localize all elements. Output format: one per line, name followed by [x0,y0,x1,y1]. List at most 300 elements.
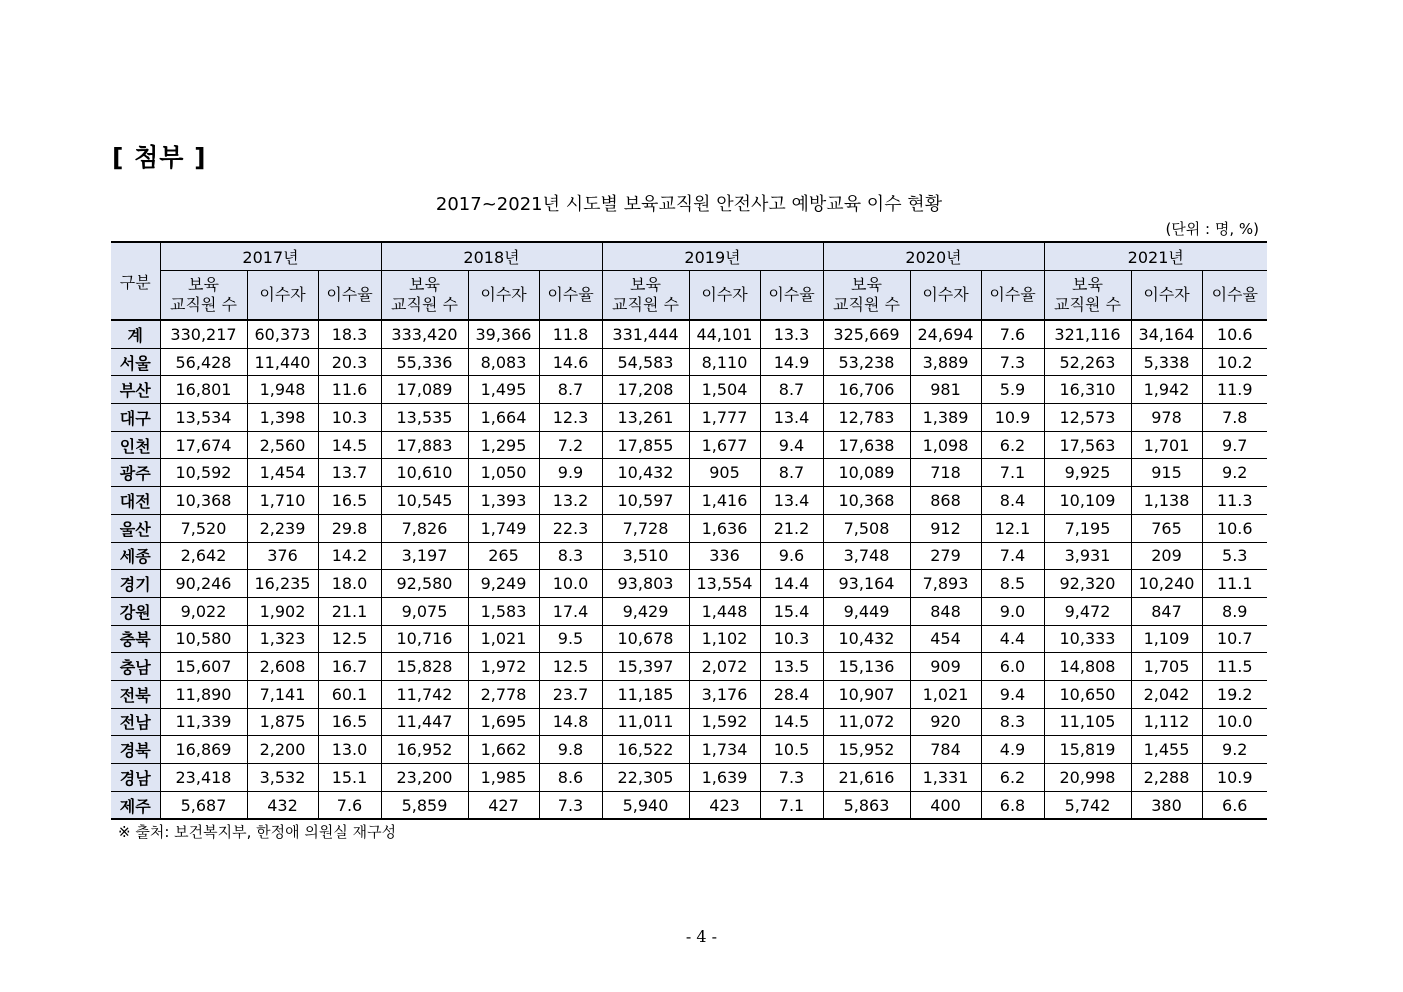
region-cell: 대전 [111,487,160,515]
completed-cell: 868 [910,487,981,515]
staff-count-cell: 55,336 [381,348,468,376]
completed-cell: 1,323 [247,625,318,653]
staff-count-header [1044,271,1131,321]
table-row [111,680,1267,708]
rate-cell: 12.5 [318,625,381,653]
completed-cell: 1,902 [247,597,318,625]
rate-cell: 9.2 [1202,736,1267,764]
completed-cell: 454 [910,625,981,653]
completed-cell: 3,176 [689,680,760,708]
rate-cell: 12.5 [539,653,602,681]
staff-count-cell: 16,869 [160,736,247,764]
rate-cell: 9.4 [981,680,1044,708]
completed-cell: 1,734 [689,736,760,764]
sub-header-row [111,271,1267,321]
completed-cell: 1,664 [468,404,539,432]
year-header: 2021년 [1044,242,1267,271]
rate-cell: 9.6 [760,542,823,570]
rate-cell: 12.1 [981,514,1044,542]
year-header: 2019년 [602,242,823,271]
table-row [111,791,1267,819]
completed-cell: 1,331 [910,764,981,792]
staff-count-header-line1: 보육 [188,275,219,294]
completed-cell: 1,695 [468,708,539,736]
completed-cell: 981 [910,376,981,404]
staff-count-cell: 17,674 [160,431,247,459]
staff-count-cell: 333,420 [381,320,468,348]
rate-cell: 14.9 [760,348,823,376]
staff-count-cell: 10,432 [823,625,910,653]
rate-cell: 6.2 [981,431,1044,459]
completed-cell: 1,416 [689,487,760,515]
attachment-heading: [ 첨부 ] [112,143,207,172]
rate-cell: 10.9 [1202,764,1267,792]
staff-count-header-line1: 보육 [1072,275,1103,294]
rate-cell: 17.4 [539,597,602,625]
rate-cell: 60.1 [318,680,381,708]
region-cell: 전북 [111,680,160,708]
staff-count-header-line1: 보육 [851,275,882,294]
rate-cell: 16.5 [318,708,381,736]
completed-cell: 847 [1131,597,1202,625]
completed-cell: 1,398 [247,404,318,432]
region-cell: 제주 [111,791,160,819]
rate-cell: 9.0 [981,597,1044,625]
page-number: - 4 - [685,927,718,946]
region-cell: 경남 [111,764,160,792]
rate-cell: 20.3 [318,348,381,376]
staff-count-cell: 7,826 [381,514,468,542]
rate-cell: 10.6 [1202,320,1267,348]
rate-header: 이수율 [539,271,602,321]
staff-count-cell: 13,534 [160,404,247,432]
completed-cell: 765 [1131,514,1202,542]
table-title: 2017~2021년 시도별 보육교직원 안전사고 예방교육 이수 현황 [435,194,943,215]
region-cell: 울산 [111,514,160,542]
rate-cell: 15.1 [318,764,381,792]
completed-cell: 39,366 [468,320,539,348]
completed-cell: 16,235 [247,570,318,598]
staff-count-cell: 23,418 [160,764,247,792]
staff-count-cell: 16,310 [1044,376,1131,404]
completed-cell: 1,985 [468,764,539,792]
staff-count-cell: 17,883 [381,431,468,459]
completed-cell: 1,504 [689,376,760,404]
table-row [111,542,1267,570]
rate-cell: 7.2 [539,431,602,459]
rate-cell: 13.5 [760,653,823,681]
rate-cell: 6.2 [981,764,1044,792]
rate-cell: 10.5 [760,736,823,764]
staff-count-cell: 9,022 [160,597,247,625]
completed-cell: 2,560 [247,431,318,459]
staff-count-cell: 15,819 [1044,736,1131,764]
rate-cell: 14.5 [318,431,381,459]
staff-count-cell: 5,687 [160,791,247,819]
completed-cell: 1,749 [468,514,539,542]
staff-count-header [381,271,468,321]
rate-cell: 6.8 [981,791,1044,819]
completed-cell: 1,448 [689,597,760,625]
rate-cell: 10.0 [539,570,602,598]
completed-cell: 400 [910,791,981,819]
rate-cell: 13.0 [318,736,381,764]
rate-cell: 7.6 [318,791,381,819]
staff-count-cell: 92,320 [1044,570,1131,598]
rate-cell: 11.8 [539,320,602,348]
completed-cell: 2,042 [1131,680,1202,708]
completed-cell: 1,710 [247,487,318,515]
rate-cell: 13.3 [760,320,823,348]
rate-cell: 8.7 [539,376,602,404]
staff-count-cell: 11,339 [160,708,247,736]
rate-cell: 16.5 [318,487,381,515]
completed-cell: 848 [910,597,981,625]
staff-count-cell: 11,185 [602,680,689,708]
completed-cell: 1,098 [910,431,981,459]
completed-cell: 1,455 [1131,736,1202,764]
rate-cell: 14.2 [318,542,381,570]
rate-header: 이수율 [981,271,1044,321]
completed-cell: 1,138 [1131,487,1202,515]
year-header: 2017년 [160,242,381,271]
rate-cell: 10.2 [1202,348,1267,376]
rate-cell: 9.4 [760,431,823,459]
staff-count-cell: 15,952 [823,736,910,764]
rate-cell: 8.9 [1202,597,1267,625]
staff-count-header-line2: 교직원 수 [612,295,679,314]
rate-cell: 9.7 [1202,431,1267,459]
staff-count-cell: 93,803 [602,570,689,598]
staff-count-cell: 10,580 [160,625,247,653]
completed-cell: 1,705 [1131,653,1202,681]
rate-cell: 8.7 [760,376,823,404]
staff-count-cell: 10,545 [381,487,468,515]
rate-cell: 8.6 [539,764,602,792]
staff-count-cell: 23,200 [381,764,468,792]
year-header: 2018년 [381,242,602,271]
staff-count-cell: 22,305 [602,764,689,792]
completed-cell: 2,778 [468,680,539,708]
table-row [111,570,1267,598]
completed-cell: 1,102 [689,625,760,653]
staff-count-cell: 20,998 [1044,764,1131,792]
region-cell: 충남 [111,653,160,681]
staff-count-cell: 17,638 [823,431,910,459]
staff-count-cell: 3,748 [823,542,910,570]
completed-cell: 13,554 [689,570,760,598]
rate-cell: 7.6 [981,320,1044,348]
rate-header: 이수율 [1202,271,1267,321]
staff-count-cell: 3,197 [381,542,468,570]
year-header: 2020년 [823,242,1044,271]
staff-count-header-line1: 보육 [630,275,661,294]
staff-count-cell: 11,447 [381,708,468,736]
staff-count-cell: 16,522 [602,736,689,764]
staff-count-cell: 90,246 [160,570,247,598]
table-row [111,708,1267,736]
staff-count-cell: 11,890 [160,680,247,708]
staff-count-cell: 14,808 [1044,653,1131,681]
completed-cell: 2,200 [247,736,318,764]
region-cell: 인천 [111,431,160,459]
staff-count-cell: 9,075 [381,597,468,625]
completed-cell: 376 [247,542,318,570]
rate-cell: 8.3 [539,542,602,570]
staff-count-cell: 5,863 [823,791,910,819]
completed-cell: 1,583 [468,597,539,625]
staff-count-cell: 10,432 [602,459,689,487]
rate-cell: 19.2 [1202,680,1267,708]
completed-cell: 34,164 [1131,320,1202,348]
region-cell: 전남 [111,708,160,736]
rate-cell: 13.2 [539,487,602,515]
completed-cell: 1,777 [689,404,760,432]
staff-count-cell: 13,261 [602,404,689,432]
staff-count-header-line2: 교직원 수 [391,295,458,314]
completed-cell: 279 [910,542,981,570]
staff-count-cell: 3,931 [1044,542,1131,570]
rate-cell: 11.9 [1202,376,1267,404]
staff-count-cell: 10,610 [381,459,468,487]
completed-cell: 60,373 [247,320,318,348]
completed-cell: 1,454 [247,459,318,487]
completed-cell: 432 [247,791,318,819]
rate-cell: 11.5 [1202,653,1267,681]
rate-cell: 9.9 [539,459,602,487]
completed-cell: 1,875 [247,708,318,736]
completed-header: 이수자 [247,271,318,321]
completed-cell: 2,239 [247,514,318,542]
staff-count-cell: 11,742 [381,680,468,708]
table-row [111,653,1267,681]
table-row [111,487,1267,515]
rate-cell: 10.3 [318,404,381,432]
completed-cell: 1,948 [247,376,318,404]
completed-header: 이수자 [468,271,539,321]
completed-cell: 1,972 [468,653,539,681]
staff-count-cell: 92,580 [381,570,468,598]
rate-cell: 5.9 [981,376,1044,404]
completed-cell: 1,942 [1131,376,1202,404]
rate-cell: 14.4 [760,570,823,598]
unit-label: (단위 : 명, %) [1165,220,1259,238]
staff-count-cell: 7,195 [1044,514,1131,542]
completed-cell: 1,109 [1131,625,1202,653]
completed-cell: 1,677 [689,431,760,459]
staff-count-cell: 15,607 [160,653,247,681]
region-cell: 서울 [111,348,160,376]
completed-cell: 265 [468,542,539,570]
completed-header: 이수자 [689,271,760,321]
staff-count-cell: 9,925 [1044,459,1131,487]
staff-count-cell: 17,089 [381,376,468,404]
region-cell: 광주 [111,459,160,487]
staff-count-cell: 16,801 [160,376,247,404]
completed-cell: 2,608 [247,653,318,681]
completed-cell: 1,021 [468,625,539,653]
rate-cell: 7.8 [1202,404,1267,432]
rate-header: 이수율 [760,271,823,321]
rate-cell: 8.7 [760,459,823,487]
rate-cell: 4.9 [981,736,1044,764]
rate-cell: 9.5 [539,625,602,653]
completed-cell: 1,636 [689,514,760,542]
completed-cell: 3,532 [247,764,318,792]
rate-cell: 7.3 [981,348,1044,376]
table-header [111,242,1267,320]
completed-cell: 1,662 [468,736,539,764]
staff-count-header [160,271,247,321]
rate-header: 이수율 [318,271,381,321]
staff-count-cell: 11,105 [1044,708,1131,736]
region-cell: 부산 [111,376,160,404]
staff-count-cell: 10,109 [1044,487,1131,515]
stats-table [111,241,1267,820]
rate-cell: 7.1 [981,459,1044,487]
rate-cell: 23.7 [539,680,602,708]
rate-cell: 18.0 [318,570,381,598]
staff-count-header-line2: 교직원 수 [170,295,237,314]
staff-count-cell: 11,011 [602,708,689,736]
completed-cell: 1,495 [468,376,539,404]
completed-cell: 920 [910,708,981,736]
rate-cell: 16.7 [318,653,381,681]
staff-count-cell: 9,429 [602,597,689,625]
rate-cell: 14.8 [539,708,602,736]
staff-count-cell: 321,116 [1044,320,1131,348]
table-body [111,320,1267,819]
staff-count-cell: 12,573 [1044,404,1131,432]
completed-cell: 5,338 [1131,348,1202,376]
rate-cell: 28.4 [760,680,823,708]
staff-count-cell: 3,510 [602,542,689,570]
staff-count-cell: 54,583 [602,348,689,376]
completed-header: 이수자 [1131,271,1202,321]
staff-count-cell: 5,940 [602,791,689,819]
table-row [111,431,1267,459]
staff-count-cell: 93,164 [823,570,910,598]
completed-cell: 905 [689,459,760,487]
rate-cell: 9.8 [539,736,602,764]
completed-cell: 7,893 [910,570,981,598]
year-header-row [111,242,1267,271]
rate-cell: 14.5 [760,708,823,736]
region-column-header: 구분 [111,242,160,320]
rate-cell: 29.8 [318,514,381,542]
region-cell: 경북 [111,736,160,764]
rate-cell: 10.9 [981,404,1044,432]
staff-count-header [602,271,689,321]
staff-count-cell: 5,859 [381,791,468,819]
staff-count-header-line2: 교직원 수 [833,295,900,314]
rate-cell: 8.3 [981,708,1044,736]
rate-cell: 15.4 [760,597,823,625]
region-cell: 계 [111,320,160,348]
staff-count-cell: 7,508 [823,514,910,542]
table-row [111,736,1267,764]
rate-cell: 10.0 [1202,708,1267,736]
completed-cell: 912 [910,514,981,542]
completed-cell: 1,021 [910,680,981,708]
rate-cell: 5.3 [1202,542,1267,570]
staff-count-cell: 2,642 [160,542,247,570]
rate-cell: 10.7 [1202,625,1267,653]
completed-cell: 427 [468,791,539,819]
table-row [111,459,1267,487]
rate-cell: 11.1 [1202,570,1267,598]
completed-cell: 336 [689,542,760,570]
rate-cell: 13.7 [318,459,381,487]
completed-cell: 1,701 [1131,431,1202,459]
completed-cell: 380 [1131,791,1202,819]
staff-count-header-line1: 보육 [409,275,440,294]
rate-cell: 10.6 [1202,514,1267,542]
completed-cell: 1,050 [468,459,539,487]
staff-count-cell: 15,136 [823,653,910,681]
rate-cell: 7.4 [981,542,1044,570]
staff-count-cell: 56,428 [160,348,247,376]
completed-cell: 1,389 [910,404,981,432]
staff-count-cell: 10,597 [602,487,689,515]
staff-count-cell: 15,828 [381,653,468,681]
staff-count-cell: 13,535 [381,404,468,432]
rate-cell: 8.5 [981,570,1044,598]
completed-cell: 423 [689,791,760,819]
completed-cell: 1,592 [689,708,760,736]
region-cell: 경기 [111,570,160,598]
completed-cell: 1,393 [468,487,539,515]
completed-cell: 915 [1131,459,1202,487]
rate-cell: 9.2 [1202,459,1267,487]
rate-cell: 14.6 [539,348,602,376]
staff-count-cell: 10,650 [1044,680,1131,708]
region-cell: 충북 [111,625,160,653]
staff-count-cell: 17,208 [602,376,689,404]
region-cell: 강원 [111,597,160,625]
completed-cell: 209 [1131,542,1202,570]
rate-cell: 6.6 [1202,791,1267,819]
rate-cell: 10.3 [760,625,823,653]
table-row [111,348,1267,376]
completed-cell: 24,694 [910,320,981,348]
staff-count-cell: 10,716 [381,625,468,653]
completed-cell: 3,889 [910,348,981,376]
staff-count-cell: 16,706 [823,376,910,404]
completed-cell: 8,083 [468,348,539,376]
completed-cell: 8,110 [689,348,760,376]
staff-count-cell: 10,592 [160,459,247,487]
table-row [111,514,1267,542]
staff-count-cell: 52,263 [1044,348,1131,376]
source-note: ※ 출처: 보건복지부, 한정애 의원실 재구성 [118,823,397,841]
rate-cell: 8.4 [981,487,1044,515]
staff-count-cell: 16,952 [381,736,468,764]
rate-cell: 18.3 [318,320,381,348]
rate-cell: 13.4 [760,487,823,515]
rate-cell: 11.3 [1202,487,1267,515]
completed-cell: 7,141 [247,680,318,708]
staff-count-cell: 17,563 [1044,431,1131,459]
rate-cell: 7.3 [760,764,823,792]
completed-header: 이수자 [910,271,981,321]
table-row [111,764,1267,792]
completed-cell: 2,072 [689,653,760,681]
rate-cell: 7.3 [539,791,602,819]
staff-count-cell: 7,520 [160,514,247,542]
completed-cell: 1,295 [468,431,539,459]
staff-count-header [823,271,910,321]
